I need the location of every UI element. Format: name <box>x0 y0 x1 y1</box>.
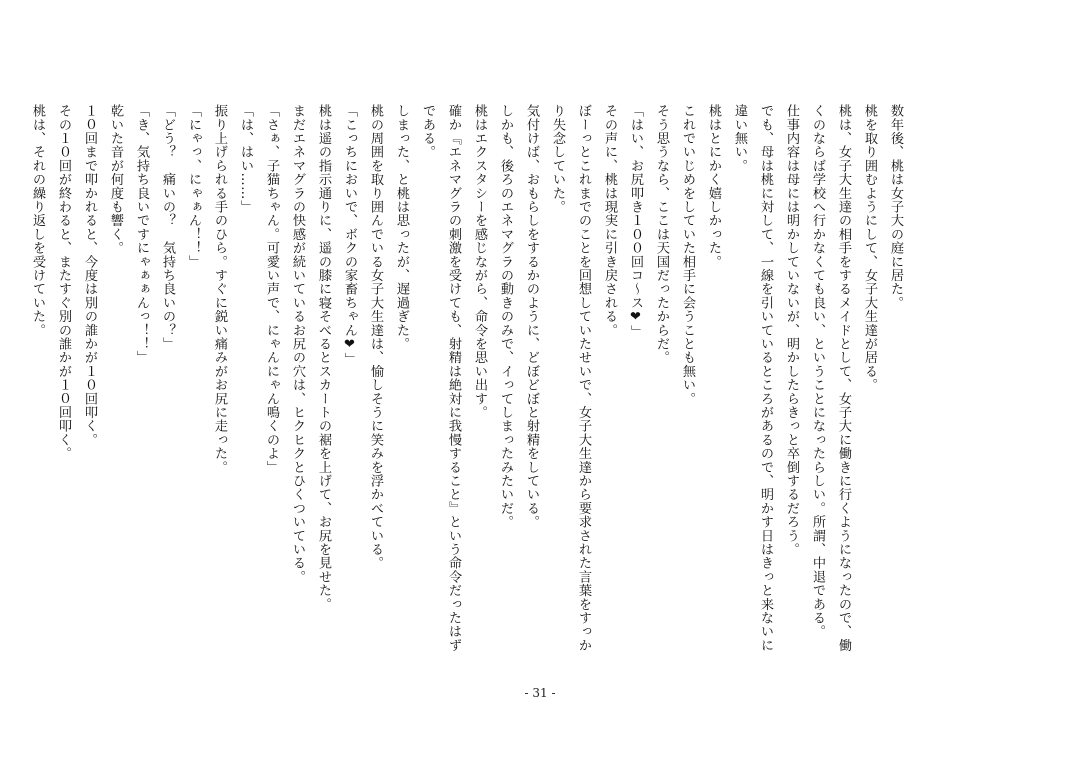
text-line: まだエネマグラの快感が続いているお尻の穴は、ヒクヒクとひくついている。 <box>290 104 305 584</box>
text-line: 「こっちにおいで、ボクの家畜ちゃん❤」 <box>342 104 357 367</box>
text-line: その１０回が終わると、またすぐ別の誰かが１０回叩く。 <box>56 104 71 461</box>
text-line: その声に、桃は現実に引き戻される。 <box>602 104 617 337</box>
text-line: 桃は遥の指示通りに、遥の膝に寝そべるとスカートの裾を上げて、お尻を見せた。 <box>316 104 331 611</box>
text-line: 仕事内容は母には明かしていないが、明かしたらきっと卒倒するだろう。 <box>784 104 799 557</box>
text-line: 「き、気持ち良いですにゃぁぁんっ！！」 <box>134 104 149 365</box>
text-line: 「どう？ 痛いの？ 気持ち良いの？」 <box>160 104 175 351</box>
page-number: - 31 - <box>524 686 556 700</box>
text-line: 違い無い。 <box>732 104 747 173</box>
text-line: 桃は、それの繰り返しを受けていた。 <box>30 104 45 337</box>
vertical-text-body <box>24 104 908 664</box>
text-line: 「はい、お尻叩き１００回コ～ス❤」 <box>628 104 643 339</box>
text-line: 確か『エネマグラの刺激を受けても、射精は絶対に我慢すること』という命令だったはず <box>446 104 461 652</box>
text-line: しまった、と桃は思ったが、遅過ぎた。 <box>394 104 409 351</box>
text-line: 数年後、桃は女子大の庭に居た。 <box>888 104 903 310</box>
text-line: 気付けば、おもらしをするかのように、どぼどぼと射精をしている。 <box>524 104 539 529</box>
text-line: 桃はとにかく嬉しかった。 <box>706 104 721 269</box>
text-line: である。 <box>420 104 435 159</box>
text-line: 「は、はい……」 <box>238 104 253 214</box>
text-line: くのならば学校へ行かなくても良い、ということになったらしい。所謂、中退である。 <box>810 104 825 639</box>
text-line: 桃はエクスタシーを感じながら、命令を思い出す。 <box>472 104 487 420</box>
text-line: でも、母は桃に対して、一線を引いているところがあるので、明かす日はきっと来ないに <box>758 104 773 652</box>
text-line: これでいじめをしていた相手に会うことも無い。 <box>680 104 695 406</box>
text-line: 「にゃっ、にゃぁん！！」 <box>186 104 201 269</box>
text-line: １０回まで叩かれると、今度は別の誰かが１０回叩く。 <box>82 104 97 447</box>
text-line: 「さぁ、子猫ちゃん。可愛い声で、にゃんにゃん鳴くのよ」 <box>264 104 279 474</box>
text-line: 乾いた音が何度も響く。 <box>108 104 123 255</box>
text-line: そう思うなら、ここは天国だったからだ。 <box>654 104 669 365</box>
text-line: 桃は、女子大生達の相手をするメイドとして、女子大に働きに行くようになったので、働 <box>836 104 851 652</box>
text-line: 桃を取り囲むようにして、女子大生達が居る。 <box>862 104 877 392</box>
text-line: ぼーっとこれまでのことを回想していたせいで、女子大生達から要求された言葉をすっか <box>576 104 591 652</box>
text-line: り失念していた。 <box>550 104 565 214</box>
text-line: 振り上げられる手のひら。すぐに鋭い痛みがお尻に走った。 <box>212 104 227 474</box>
text-line: 桃の周囲を取り囲んでいる女子大生達は、愉しそうに笑みを浮かべている。 <box>368 104 383 570</box>
text-line: しかも、後ろのエネマグラの動きのみで、イってしまったみたいだ。 <box>498 104 513 529</box>
